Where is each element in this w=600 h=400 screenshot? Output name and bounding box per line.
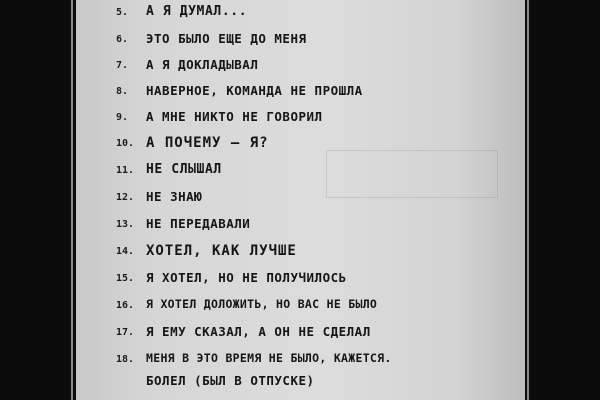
item-number: 10. bbox=[116, 138, 135, 149]
item-text: НЕ СЛЫШАЛ bbox=[146, 162, 222, 177]
item-text: А МНЕ НИКТО НЕ ГОВОРИЛ bbox=[146, 109, 323, 124]
item-number: 15. bbox=[116, 273, 135, 284]
item-number: 18. bbox=[116, 354, 135, 365]
item-text: А ПОЧЕМУ — Я? bbox=[146, 135, 269, 151]
item-number: 8. bbox=[116, 86, 129, 97]
item-text: А Я ДОКЛАДЫВАЛ bbox=[146, 57, 259, 72]
item-number: 7. bbox=[116, 60, 129, 71]
item-number: 16. bbox=[116, 300, 135, 311]
item-number: 9. bbox=[116, 112, 129, 123]
item-text: ХОТЕЛ, КАК ЛУЧШЕ bbox=[146, 243, 297, 259]
frame-border-right bbox=[527, 0, 529, 400]
item-number: 14. bbox=[116, 246, 135, 257]
item-text: БОЛЕЛ (БЫЛ В ОТПУСКЕ) bbox=[146, 373, 315, 388]
item-number: 5. bbox=[116, 7, 129, 18]
item-number: 12. bbox=[116, 192, 135, 203]
item-number: 13. bbox=[116, 219, 135, 230]
item-text: ЭТО БЫЛО ЕЩЕ ДО МЕНЯ bbox=[146, 31, 307, 46]
item-text: НЕ ЗНАЮ bbox=[146, 189, 203, 204]
item-text: Я ЕМУ СКАЗАЛ, А ОН НЕ СДЕЛАЛ bbox=[146, 324, 371, 339]
item-text: Я ХОТЕЛ, НО НЕ ПОЛУЧИЛОСЬ bbox=[146, 270, 347, 285]
item-text: МЕНЯ В ЭТО ВРЕМЯ НЕ БЫЛО, КАЖЕТСЯ. bbox=[146, 351, 392, 365]
item-text: НАВЕРНОЕ, КОМАНДА НЕ ПРОШЛА bbox=[146, 83, 363, 98]
paper-sheet bbox=[76, 0, 525, 400]
item-number: 17. bbox=[116, 327, 135, 338]
item-text: НЕ ПЕРЕДАВАЛИ bbox=[146, 216, 251, 231]
item-number: 6. bbox=[116, 34, 129, 45]
frame-border-left bbox=[71, 0, 73, 400]
item-number: 11. bbox=[116, 165, 135, 176]
excuses-list bbox=[76, 0, 525, 400]
item-text: А Я ДУМАЛ... bbox=[146, 4, 248, 19]
item-text: Я ХОТЕЛ ДОЛОЖИТЬ, НО ВАС НЕ БЫЛО bbox=[146, 297, 378, 311]
